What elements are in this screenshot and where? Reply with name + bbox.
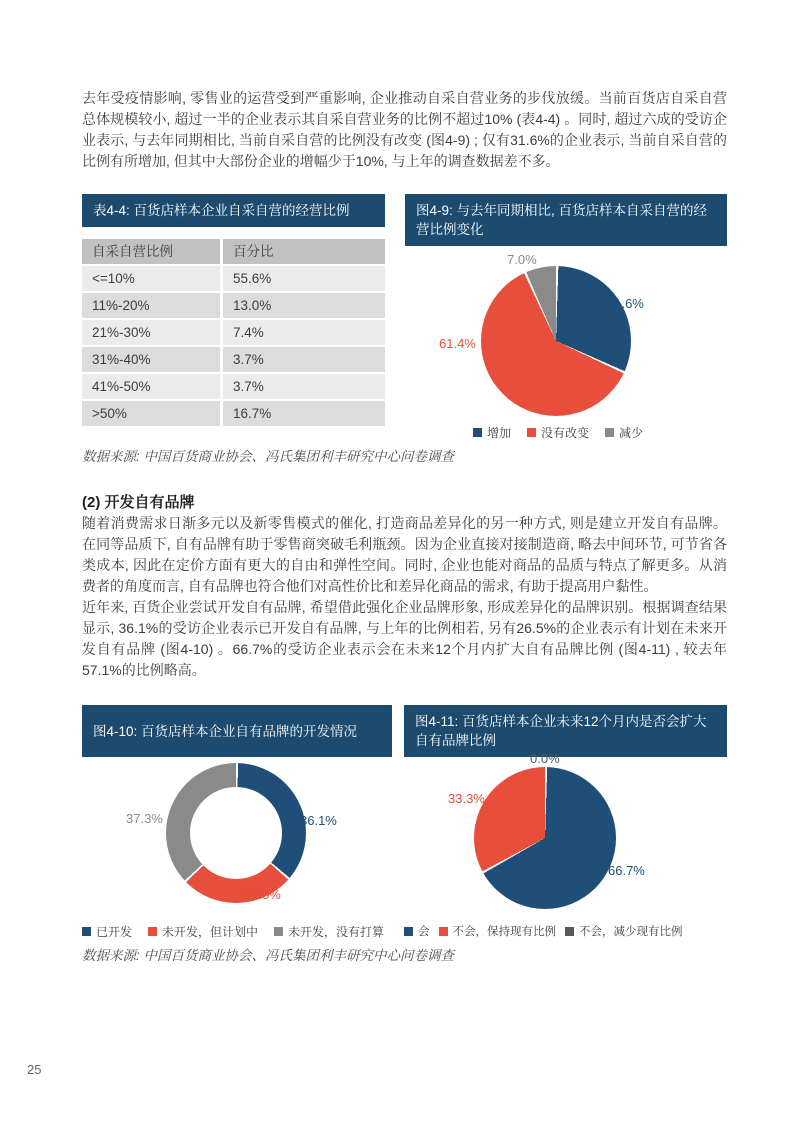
table-cell: 31%-40%: [82, 347, 223, 372]
figure-4-11-legend: [404, 923, 727, 939]
figure-4-11-pie: [474, 767, 616, 909]
section-paragraph-2: 近年来, 百货企业尝试开发自有品牌, 希望借此强化企业品牌形象, 形成差异化的品牌识别。根据调查结果显示, 36.1%的受访企业表示已开发自有品牌, 与上年的比例相若, 另有26.5%的企业表示有计划在未来开发自有品牌 (图4-10) 。66.7%的受访企业表示会在未来12个月内扩大自有品牌比例 (图4-11) , 较去年57.1%的比例略高。: [82, 599, 727, 678]
table-row: [82, 401, 385, 426]
table-4-4-block: [82, 194, 385, 441]
legend-item: [439, 923, 557, 939]
legend-label: 增加: [486, 426, 511, 440]
table-cell: 21%-30%: [82, 320, 223, 345]
figure-4-9-title: 图4-9: 与去年同期相比, 百货店样本自采自营的经营比例变化: [405, 194, 727, 246]
table-4-4-title: 表4-4: 百货店样本企业自采自营的经营比例: [82, 194, 385, 227]
legend-item: [274, 923, 384, 940]
table-cell: >50%: [82, 401, 223, 426]
legend-label: 不会，保持现有比例: [452, 926, 556, 938]
source-note: 数据来源: 中国百货商业协会、冯氏集团利丰研究中心问卷调查: [82, 449, 455, 464]
legend-item: [82, 923, 132, 940]
table-row: [82, 293, 385, 318]
slice-label-no-keep: 33.3%: [448, 791, 485, 806]
legend-item: [605, 424, 643, 441]
slice-label-planning: 26.5%: [244, 887, 281, 902]
intro-paragraph: 去年受疫情影响, 零售业的运营受到严重影响, 企业推动自采自营业务的步伐放缓。当前百货店自采自营总体规模较小, 超过一半的企业表示其自采自营业务的比例不超过10% (表4-4) 。同时, 超过六成的受访企业表示, 与去年同期相比, 当前自采自营的比例没有改变 (图4-9) ; 仅有31.6%的企业表示, 当前自采自营的比例有所增加, 但其中大部份企业的增幅少于10%, 与上年的调查数据差不多。: [82, 90, 727, 169]
table-cell: 55.6%: [223, 266, 385, 291]
legend-swatch-icon: [148, 927, 157, 936]
legend-label: 未开发，没有打算: [288, 925, 385, 939]
figure-4-11-title: 图4-11: 百货店样本企业未来12个月内是否会扩大自有品牌比例: [404, 705, 727, 757]
legend-swatch-icon: [527, 428, 536, 437]
legend-swatch-icon: [274, 927, 283, 936]
table-cell: 3.7%: [223, 374, 385, 399]
page-content: [82, 88, 727, 965]
legend-label: 不会，减少现有比例: [579, 926, 683, 938]
table-header-cell: 自采自营比例: [82, 239, 223, 264]
legend-label: 会: [418, 926, 430, 938]
figure-4-11-chart: [404, 751, 727, 917]
table-row: [82, 347, 385, 372]
legend-swatch-icon: [565, 927, 574, 936]
figure-4-9-chart: [405, 246, 727, 418]
source-note: 数据来源: 中国百货商业协会、冯氏集团利丰研究中心问卷调查: [82, 948, 455, 963]
legend-swatch-icon: [404, 927, 413, 936]
legend-label: 已开发: [96, 925, 133, 939]
figure-4-10-chart: [82, 757, 392, 917]
legend-swatch-icon: [439, 927, 448, 936]
slice-label-developed: 36.1%: [300, 813, 337, 828]
table-cell: 7.4%: [223, 320, 385, 345]
figure-4-9-legend: [405, 424, 727, 441]
legend-label: 没有改变: [540, 426, 589, 440]
slice-label-no-plan: 37.3%: [126, 811, 163, 826]
table-cell: 13.0%: [223, 293, 385, 318]
table-cell: <=10%: [82, 266, 223, 291]
section-paragraph-1: 随着消费需求日渐多元以及新零售模式的催化, 打造商品差异化的另一种方式, 则是建立开发自有品牌。在同等品质下, 自有品牌有助于零售商突破毛利瓶颈。因为企业直接对接制造商, 略去中间环节, 可节省各类成本, 因此在定价方面有更大的自由和弹性空间。同时, 企业也能对商品的品质与特点了解更多。从消费者的角度而言, 自有品牌也符合他们对高性价比和差异化商品的需求, 有助于提高用户黏性。: [82, 515, 727, 594]
table-row: [82, 266, 385, 291]
legend-swatch-icon: [605, 428, 614, 437]
legend-swatch-icon: [82, 927, 91, 936]
table-cell: 11%-20%: [82, 293, 223, 318]
figure-4-9-block: [405, 194, 727, 441]
legend-swatch-icon: [473, 428, 482, 437]
legend-item: [473, 424, 511, 441]
slice-label-no-reduce: 0.0%: [530, 751, 560, 766]
legend-item: [404, 923, 430, 939]
table-header-cell: 百分比: [223, 239, 385, 264]
table-header-row: [82, 239, 385, 264]
slice-label-decrease: 7.0%: [507, 252, 537, 267]
figure-4-10-donut: [166, 763, 306, 903]
legend-label: 减少: [619, 426, 644, 440]
figure-4-10-block: [82, 705, 392, 940]
legend-item: [565, 923, 683, 939]
table-row: [82, 320, 385, 345]
slice-label-increase: 31.6%: [607, 296, 644, 311]
section-heading: (2) 开发自有品牌: [82, 494, 195, 511]
table-and-figure-row: [82, 194, 727, 441]
table-cell: 3.7%: [223, 347, 385, 372]
slice-label-yes: 66.7%: [608, 863, 645, 878]
figures-row: [82, 705, 727, 940]
table-4-4: [82, 237, 385, 428]
table-cell: 16.7%: [223, 401, 385, 426]
table-row: [82, 374, 385, 399]
figure-4-9-pie: [481, 266, 631, 416]
figure-4-10-title: 图4-10: 百货店样本企业自有品牌的开发情况: [82, 705, 392, 757]
legend-label: 未开发，但计划中: [162, 925, 259, 939]
figure-4-10-legend: [82, 923, 392, 940]
legend-item: [527, 424, 589, 441]
page-number: 25: [27, 1062, 42, 1077]
legend-item: [148, 923, 258, 940]
slice-label-no-change: 61.4%: [439, 336, 476, 351]
figure-4-11-block: [404, 705, 727, 940]
table-cell: 41%-50%: [82, 374, 223, 399]
